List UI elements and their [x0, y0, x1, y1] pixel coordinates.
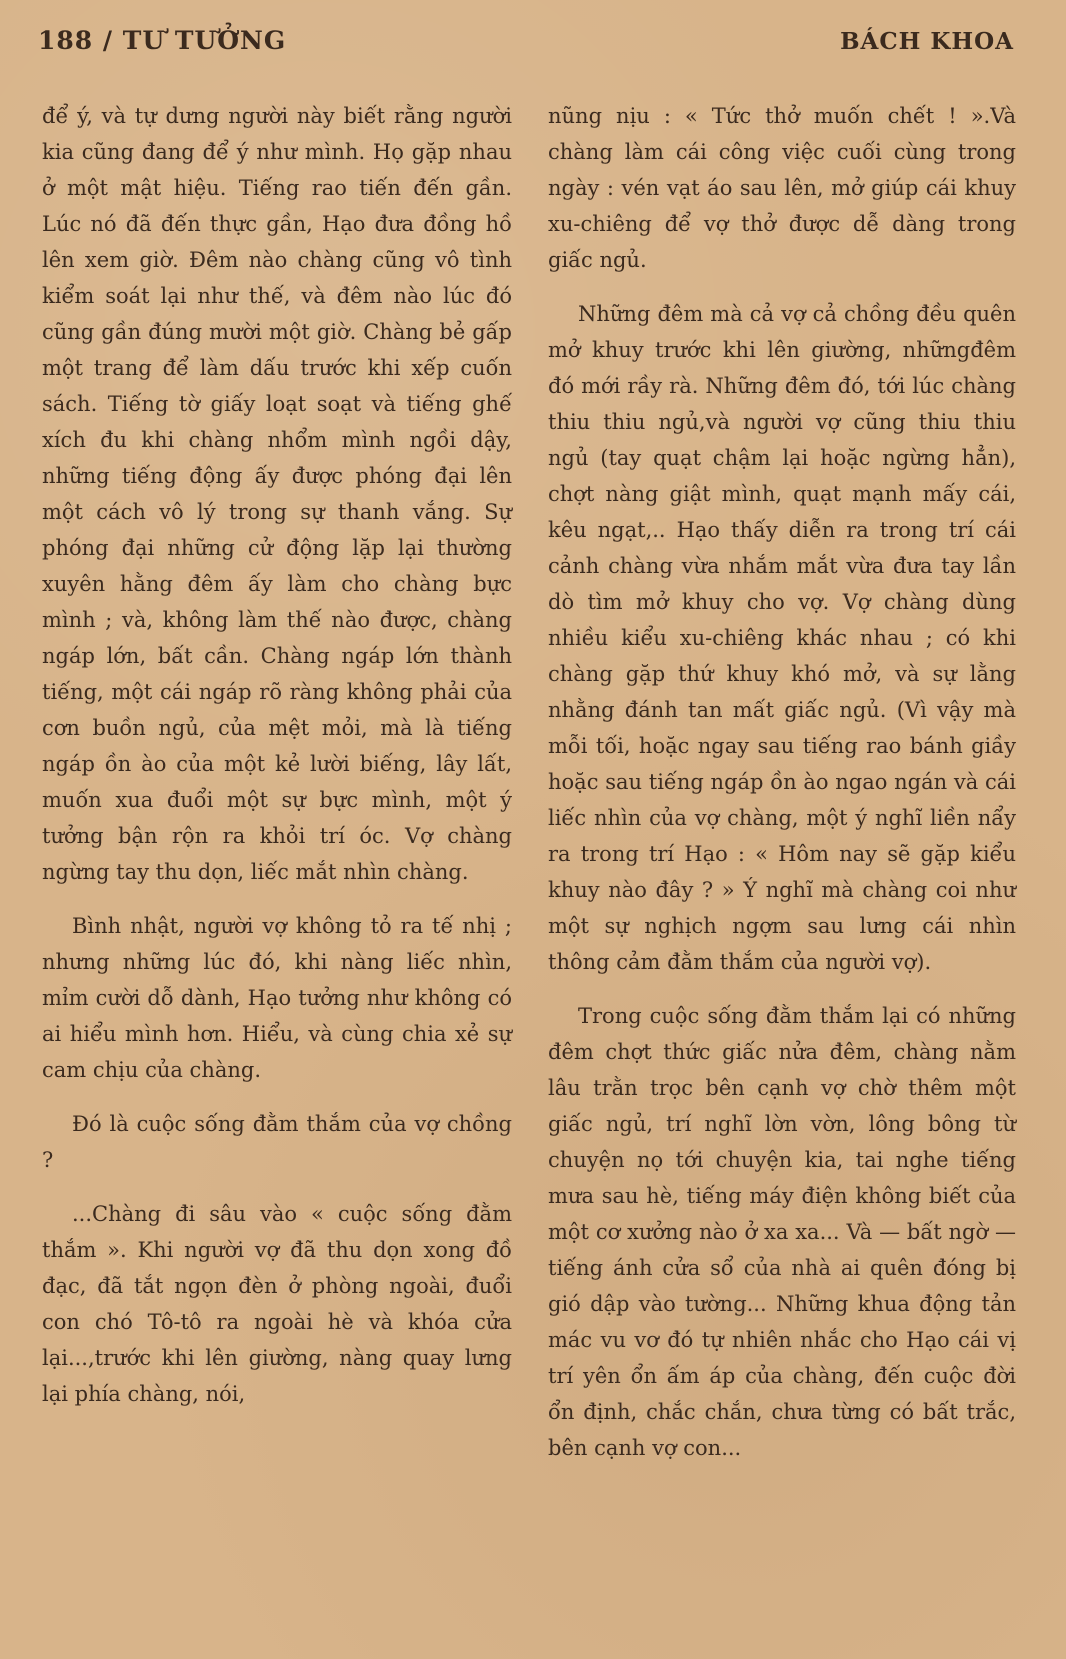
left-paragraph-4: ...Chàng đi sâu vào « cuộc sống đằm thắm ». Khi người vợ đã thu dọn xong đồ đạc, đã tắt ngọn đèn ở phòng ngoài, đuổi con chó Tô-tô ra ngoài hè và khóa cửa lại...,trước khi lên giường, nàng quay lưng lại phía chàng, nói,: [42, 1202, 512, 1406]
right-paragraph-3: Trong cuộc sống đằm thắm lại có những đêm chợt thức giấc nửa đêm, chàng nằm lâu trằn trọc bên cạnh vợ chờ thêm một giấc ngủ, trí nghĩ lờn vờn, lông bông từ chuyện nọ tới chuyện kia, tai nghe tiếng mưa sau hè, tiếng máy điện không biết của một cơ xưởng nào ở xa xa... Và — bất ngờ — tiếng ánh cửa sổ của nhà ai quên đóng bị gió dập vào tường... Những khua động tản mác vu vơ đó tự nhiên nhắc cho Hạo cái vị trí yên ổn ấm áp của chàng, đến cuộc đời ổn định, chắc chắn, chưa từng có bất trắc, bên cạnh vợ con...: [548, 1004, 1016, 1460]
right-paragraph-1: nũng nịu : « Tức thở muốn chết ! ».Và chàng làm cái công việc cuối cùng trong ngày : vén vạt áo sau lên, mở giúp cái khuy xu-chiêng để vợ thở được dễ dàng trong giấc ngủ.: [548, 104, 1016, 272]
left-paragraph-2: Bình nhật, người vợ không tỏ ra tế nhị ; nhưng những lúc đó, khi nàng liếc nhìn, mỉm cười dỗ dành, Hạo tưởng như không có ai hiểu mình hơn. Hiểu, và cùng chia xẻ sự cam chịu của chàng.: [42, 914, 512, 1082]
magazine-title: BÁCH KHOA: [840, 28, 1014, 55]
right-paragraph-2: Những đêm mà cả vợ cả chồng đều quên mở khuy trước khi lên giường, nhữngđêm đó mới rầy rà. Những đêm đó, tới lúc chàng thiu thiu ngủ,và người vợ cũng thiu thiu ngủ (tay quạt chậm lại hoặc ngừng hẳn), chợt nàng giật mình, quạt mạnh mấy cái, kêu ngạt,.. Hạo thấy diễn ra trong trí cái cảnh chàng vừa nhắm mắt vừa đưa tay lần dò tìm mở khuy cho vợ. Vợ chàng dùng nhiều kiểu xu-chiêng khác nhau ; có khi chàng gặp thứ khuy khó mở, và sự lằng nhằng đánh tan mất giấc ngủ. (Vì vậy mà mỗi tối, hoặc ngay sau tiếng rao bánh giầy hoặc sau tiếng ngáp ồn ào ngao ngán và cái liếc nhìn của vợ chàng, một ý nghĩ liền nẩy ra trong trí Hạo : « Hôm nay sẽ gặp kiểu khuy nào đây ? » Ý nghĩ mà chàng coi như một sự nghịch ngợm sau lưng cái nhìn thông cảm đằm thắm của người vợ).: [548, 302, 1016, 974]
page-header: [38, 26, 1014, 70]
left-paragraph-1: để ý, và tự dưng người này biết rằng người kia cũng đang để ý như mình. Họ gặp nhau ở một mật hiệu. Tiếng rao tiến đến gần. Lúc nó đã đến thực gần, Hạo đưa đồng hồ lên xem giờ. Đêm nào chàng cũng vô tình kiểm soát lại như thế, và đêm nào lúc đó cũng gần đúng mười một giờ. Chàng bẻ gấp một trang để làm dấu trước khi xếp cuốn sách. Tiếng tờ giấy loạt soạt và tiếng ghế xích đu khi chàng nhổm mình ngồi dậy, những tiếng động ấy được phóng đại lên một cách vô lý trong sự thanh vắng. Sự phóng đại những cử động lặp lại thường xuyên hằng đêm ấy làm cho chàng bực mình ; và, không làm thế nào được, chàng ngáp lớn, bất cần. Chàng ngáp lớn thành tiếng, một cái ngáp rõ ràng không phải của cơn buồn ngủ, của mệt mỏi, mà là tiếng ngáp ồn ào của một kẻ lười biếng, lây lất, muốn xua đuổi một sự bực mình, một ý tưởng bận rộn ra khỏi trí óc. Vợ chàng ngừng tay thu dọn, liếc mắt nhìn chàng.: [42, 104, 512, 884]
page-number-section-title: 188 / TƯ TƯỞNG: [38, 26, 287, 55]
left-paragraph-3: Đó là cuộc sống đằm thắm của vợ chồng ?: [42, 1112, 512, 1172]
right-text-column: [548, 98, 1016, 1484]
left-text-column: [42, 98, 512, 1430]
